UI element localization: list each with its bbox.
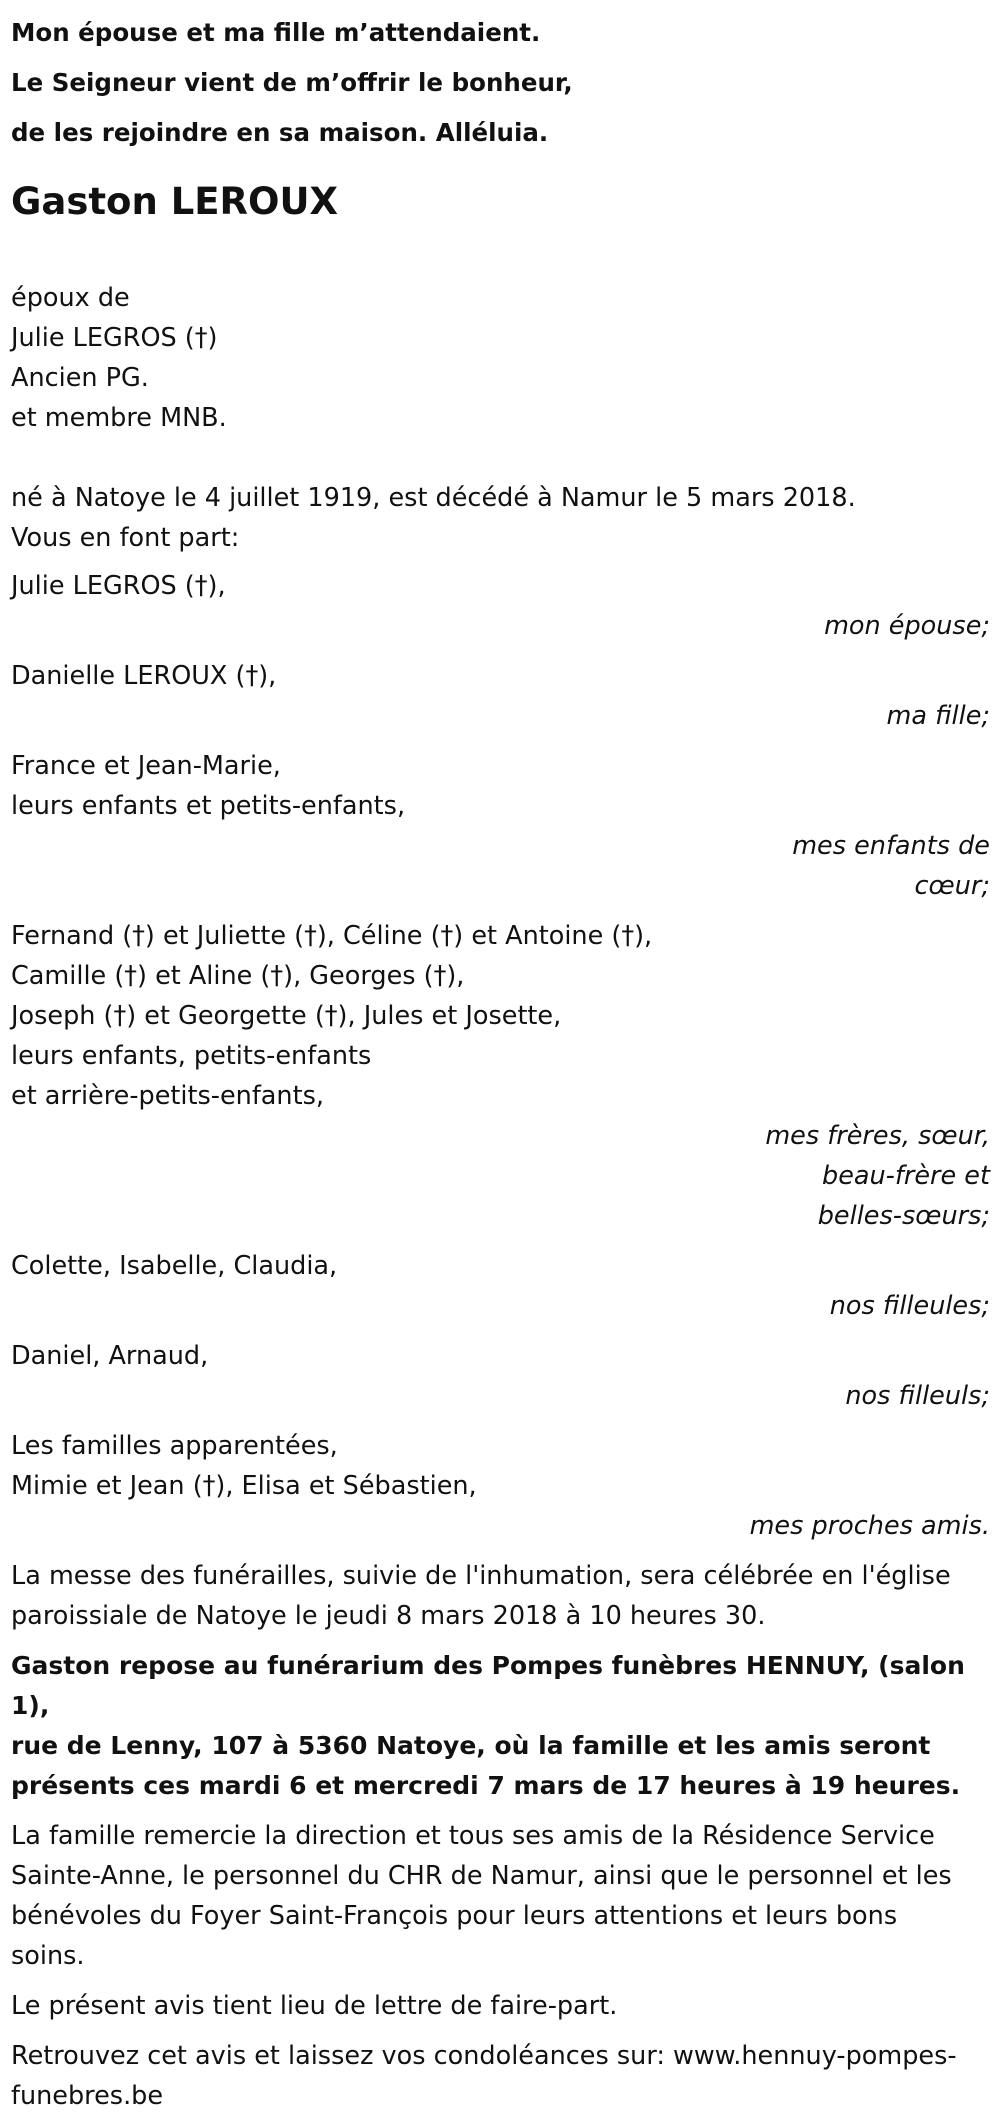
family-names: leurs enfants, petits-enfants xyxy=(11,1041,372,1071)
thanks-message: La famille remercie la direction et tous ses amis de la Résidence Service Sainte-Anne, le personnel du CHR de Namur, ainsi que le personnel et les bénévoles du Foyer Saint-François pour leurs attentions et leurs bons soins. xyxy=(11,1821,952,1971)
family-relation: nos filleuls; xyxy=(845,1381,990,1411)
ceremony-info: La messe des funérailles, suivie de l'inhumation, sera célébrée en l'église paroissiale de Natoye le jeudi 8 mars 2018 à 10 heures 30. xyxy=(11,1561,951,1631)
website-info: Retrouvez cet avis et laissez vos condoléances sur: www.hennuy-pompes- funebres.be xyxy=(11,2041,957,2111)
family-names: Danielle LEROUX (†), xyxy=(11,661,277,691)
family-relation: nos filleules; xyxy=(829,1291,990,1321)
intro-line: et membre MNB. xyxy=(11,403,227,433)
family-names: France et Jean-Marie, xyxy=(11,751,281,781)
family-names: Les familles apparentées, xyxy=(11,1431,338,1461)
family-names: leurs enfants et petits-enfants, xyxy=(11,791,406,821)
intro-line: époux de xyxy=(11,283,130,313)
family-relation: mes proches amis. xyxy=(749,1511,990,1541)
obituary-notice xyxy=(11,0,990,2116)
announcement: Vous en font part: xyxy=(11,523,240,553)
family-entry xyxy=(11,916,990,1236)
intro-line: Julie LEGROS (†) xyxy=(11,323,218,353)
family-entry xyxy=(11,746,990,906)
funeral-home-info: Gaston repose au funérarium des Pompes funèbres HENNUY, (salon 1), rue de Lenny, 107 à 5360 Natoye, où la famille et les amis seront présents ces mardi 6 et mercredi 7 mars de 17 heures à 19 heures. xyxy=(11,1651,965,1800)
verse-line: Le Seigneur vient de m’offrir le bonheur, xyxy=(11,68,573,97)
intro xyxy=(11,278,990,438)
family-names: Fernand (†) et Juliette (†), Céline (†) et Antoine (†), xyxy=(11,921,653,951)
intro-line: Ancien PG. xyxy=(11,363,149,393)
family-names: Camille (†) et Aline (†), Georges (†), xyxy=(11,961,465,991)
family-entry xyxy=(11,1426,990,1546)
family-names: Julie LEGROS (†), xyxy=(11,571,226,601)
verse-line: de les rejoindre en sa maison. Alléluia. xyxy=(11,118,549,147)
family-entry xyxy=(11,1336,990,1416)
notice-text: Le présent avis tient lieu de lettre de faire-part. xyxy=(11,1991,618,2021)
family-names: Colette, Isabelle, Claudia, xyxy=(11,1251,338,1281)
birth-death: né à Natoye le 4 juillet 1919, est décédé à Namur le 5 mars 2018. xyxy=(11,483,856,513)
deceased-name: Gaston LEROUX xyxy=(11,180,339,223)
verse xyxy=(11,8,990,158)
family-relation: mon épouse; xyxy=(824,611,990,641)
family-entry xyxy=(11,1246,990,1326)
family-names: Joseph (†) et Georgette (†), Jules et Josette, xyxy=(11,1001,562,1031)
family-relation: mes enfants de cœur; xyxy=(792,831,990,901)
family-relation: ma fille; xyxy=(886,701,990,731)
family-entry xyxy=(11,656,990,736)
family-names: Daniel, Arnaud, xyxy=(11,1341,209,1371)
family-entry xyxy=(11,566,990,646)
verse-line: Mon épouse et ma fille m’attendaient. xyxy=(11,18,541,47)
family-names: Mimie et Jean (†), Elisa et Sébastien, xyxy=(11,1471,477,1501)
family-names: et arrière-petits-enfants, xyxy=(11,1081,324,1111)
family-relation: mes frères, sœur, beau-frère et belles-sœurs; xyxy=(765,1121,990,1231)
